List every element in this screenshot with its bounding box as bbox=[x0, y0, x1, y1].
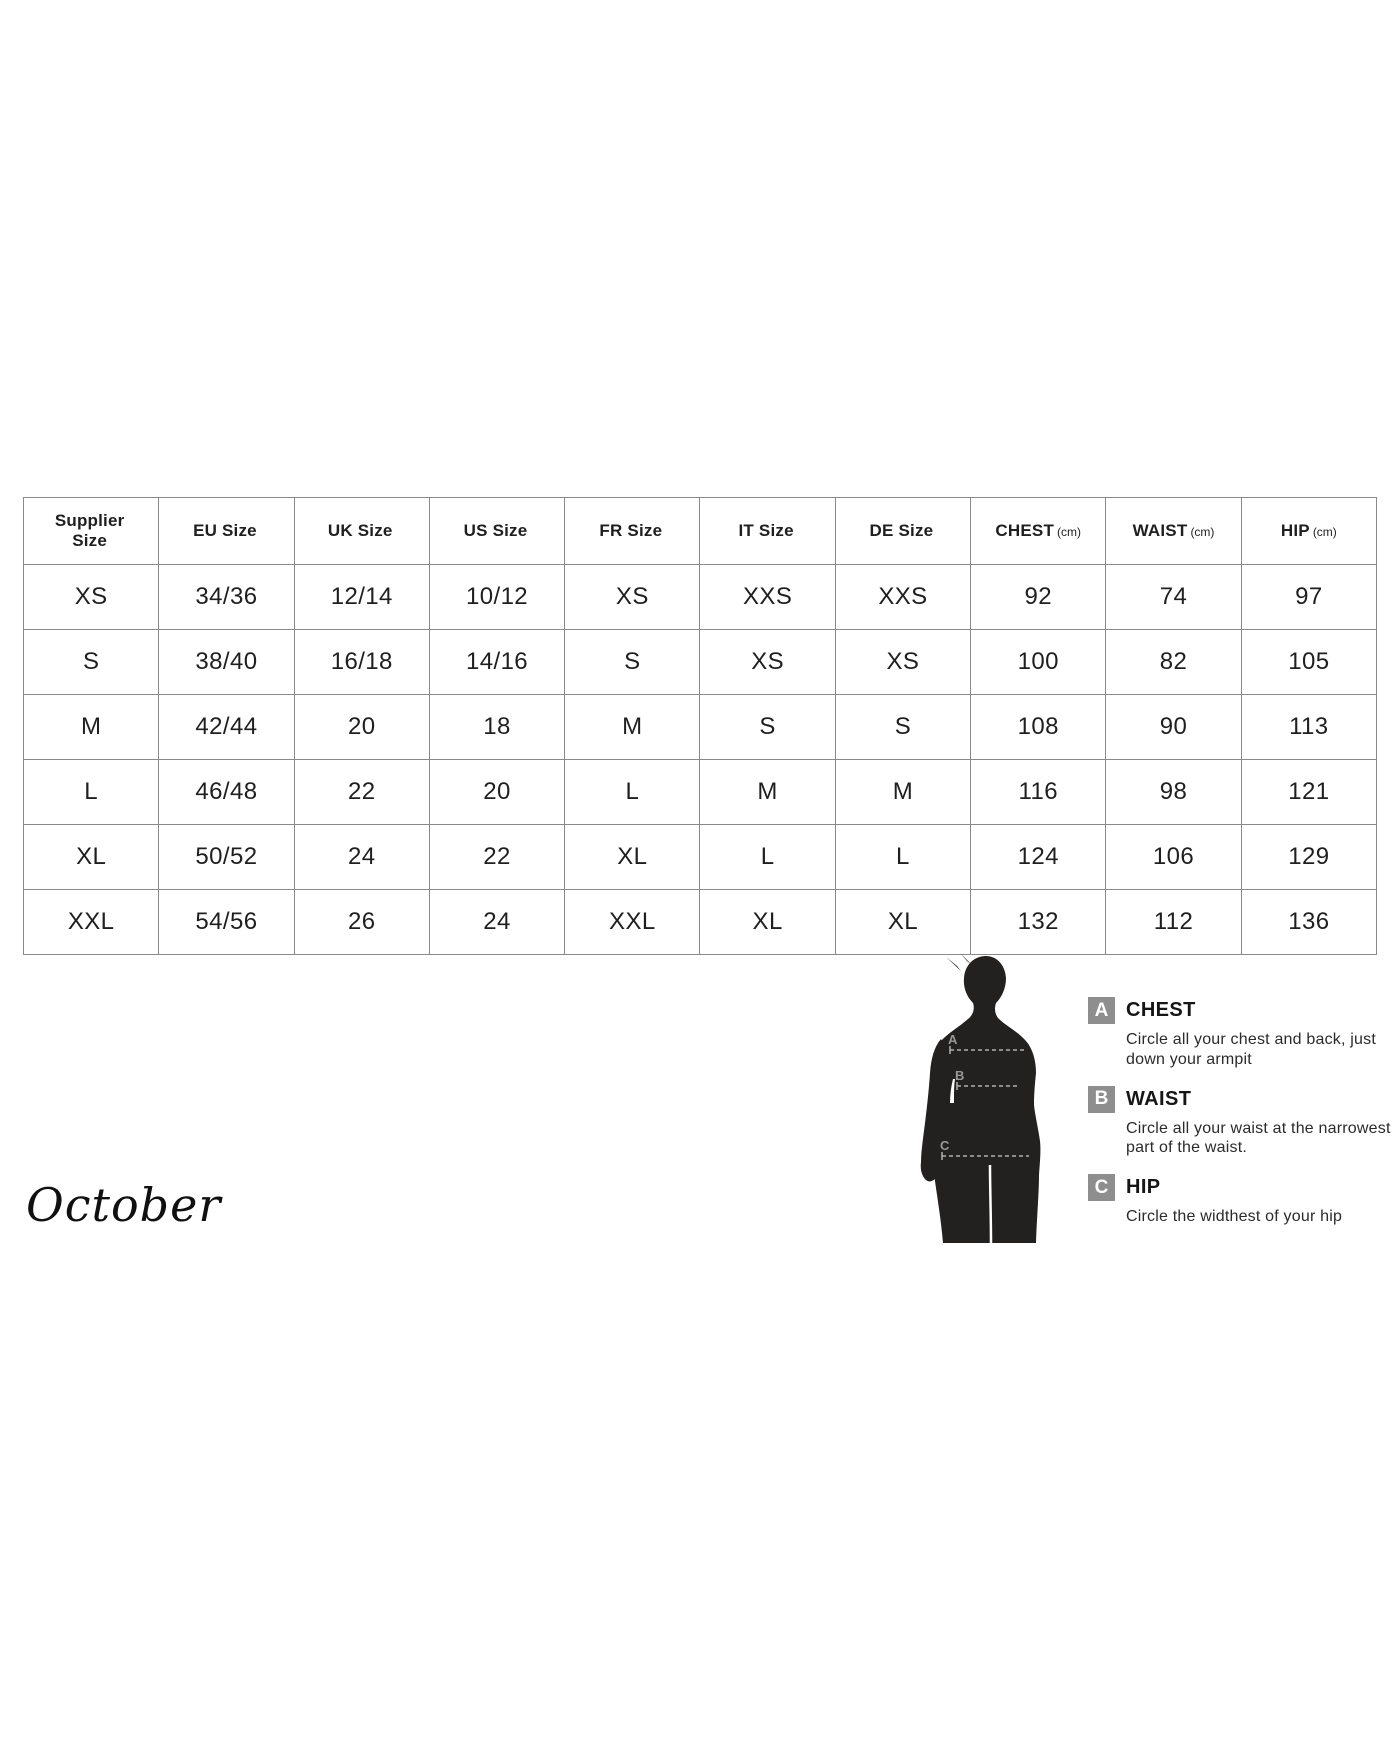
measure-guide-item-hip bbox=[1088, 1174, 1398, 1227]
table-cell: XXS bbox=[835, 565, 970, 630]
column-header-hip: HIP (cm) bbox=[1241, 498, 1376, 565]
measure-description-waist: Circle all your waist at the narrowest part of the waist. bbox=[1126, 1119, 1391, 1157]
table-cell: S bbox=[835, 695, 970, 760]
column-header-it-size: IT Size bbox=[700, 498, 835, 565]
table-cell: 34/36 bbox=[159, 565, 294, 630]
table-row-xl bbox=[24, 825, 1377, 890]
table-cell: 38/40 bbox=[159, 630, 294, 695]
header-row bbox=[24, 498, 1377, 565]
table-cell: L bbox=[835, 825, 970, 890]
table-cell: 12/14 bbox=[294, 565, 429, 630]
column-header-uk-size: UK Size bbox=[294, 498, 429, 565]
table-cell: 14/16 bbox=[429, 630, 564, 695]
table-cell: 82 bbox=[1106, 630, 1241, 695]
table-cell: XL bbox=[565, 825, 700, 890]
table-cell: 97 bbox=[1241, 565, 1376, 630]
table-cell: S bbox=[24, 630, 159, 695]
table-cell: 26 bbox=[294, 890, 429, 955]
table-row-l bbox=[24, 760, 1377, 825]
female-silhouette-icon bbox=[893, 953, 1061, 1243]
table-cell: 74 bbox=[1106, 565, 1241, 630]
table-cell: 22 bbox=[294, 760, 429, 825]
table-cell: 116 bbox=[971, 760, 1106, 825]
figure-label-b: B bbox=[955, 1068, 965, 1083]
figure-label-c: C bbox=[940, 1138, 950, 1153]
table-cell: 136 bbox=[1241, 890, 1376, 955]
table-cell: 112 bbox=[1106, 890, 1241, 955]
table-cell: S bbox=[565, 630, 700, 695]
table-cell: XL bbox=[700, 890, 835, 955]
table-row-m bbox=[24, 695, 1377, 760]
measure-description-chest: Circle all your chest and back, just down your armpit bbox=[1126, 1031, 1376, 1068]
measure-description-hip: Circle the widthest of your hip bbox=[1126, 1208, 1343, 1226]
table-cell: 90 bbox=[1106, 695, 1241, 760]
table-cell: XL bbox=[24, 825, 159, 890]
brand-logo: October bbox=[26, 1178, 222, 1232]
table-cell: 129 bbox=[1241, 825, 1376, 890]
column-header-eu-size: EU Size bbox=[159, 498, 294, 565]
table-cell: XS bbox=[24, 565, 159, 630]
measure-guide bbox=[1088, 997, 1398, 1243]
table-cell: 20 bbox=[294, 695, 429, 760]
measure-guide-item-waist bbox=[1088, 1086, 1398, 1159]
table-body bbox=[24, 565, 1377, 955]
table-cell: 22 bbox=[429, 825, 564, 890]
table-cell: 18 bbox=[429, 695, 564, 760]
figure-label-a: A bbox=[948, 1032, 958, 1047]
column-header-us-size: US Size bbox=[429, 498, 564, 565]
table-cell: L bbox=[24, 760, 159, 825]
table-cell: M bbox=[835, 760, 970, 825]
table-cell: 42/44 bbox=[159, 695, 294, 760]
table-cell: 98 bbox=[1106, 760, 1241, 825]
table-cell: L bbox=[700, 825, 835, 890]
column-header-de-size: DE Size bbox=[835, 498, 970, 565]
column-header-supplier-size: Supplier Size bbox=[24, 498, 159, 565]
table-cell: S bbox=[700, 695, 835, 760]
table-cell: 16/18 bbox=[294, 630, 429, 695]
table-cell: 121 bbox=[1241, 760, 1376, 825]
table-cell: 46/48 bbox=[159, 760, 294, 825]
table-row-xxl bbox=[24, 890, 1377, 955]
table-cell: XXS bbox=[700, 565, 835, 630]
table-cell: 113 bbox=[1241, 695, 1376, 760]
table-cell: M bbox=[565, 695, 700, 760]
letter-badge-c: C bbox=[1088, 1174, 1115, 1201]
table-row-s bbox=[24, 630, 1377, 695]
table-header bbox=[24, 498, 1377, 565]
table-cell: M bbox=[700, 760, 835, 825]
table-cell: 50/52 bbox=[159, 825, 294, 890]
table-row-xs bbox=[24, 565, 1377, 630]
letter-badge-a: A bbox=[1088, 997, 1115, 1024]
table-cell: 10/12 bbox=[429, 565, 564, 630]
table-cell: 105 bbox=[1241, 630, 1376, 695]
table-cell: 24 bbox=[294, 825, 429, 890]
table-cell: XXL bbox=[24, 890, 159, 955]
column-header-fr-size: FR Size bbox=[565, 498, 700, 565]
size-chart-table bbox=[23, 497, 1377, 955]
table-cell: M bbox=[24, 695, 159, 760]
table-cell: 92 bbox=[971, 565, 1106, 630]
table-cell: 124 bbox=[971, 825, 1106, 890]
table-cell: 108 bbox=[971, 695, 1106, 760]
measure-title-chest: CHEST bbox=[1126, 999, 1196, 1021]
table-cell: 54/56 bbox=[159, 890, 294, 955]
table-cell: 132 bbox=[971, 890, 1106, 955]
measure-title-waist: WAIST bbox=[1126, 1087, 1192, 1110]
table-cell: 20 bbox=[429, 760, 564, 825]
column-header-chest: CHEST (cm) bbox=[971, 498, 1106, 565]
measure-guide-item-chest bbox=[1088, 997, 1398, 1070]
table-cell: XL bbox=[835, 890, 970, 955]
table-cell: L bbox=[565, 760, 700, 825]
table-cell: XXL bbox=[565, 890, 700, 955]
body-measurement-figure bbox=[893, 953, 1061, 1243]
table-cell: 24 bbox=[429, 890, 564, 955]
table-cell: 100 bbox=[971, 630, 1106, 695]
letter-badge-b: B bbox=[1088, 1086, 1115, 1113]
table-cell: XS bbox=[565, 565, 700, 630]
table-cell: 106 bbox=[1106, 825, 1241, 890]
measure-title-hip: HIP bbox=[1126, 1176, 1161, 1199]
table-cell: XS bbox=[835, 630, 970, 695]
column-header-waist: WAIST (cm) bbox=[1106, 498, 1241, 565]
table-cell: XS bbox=[700, 630, 835, 695]
